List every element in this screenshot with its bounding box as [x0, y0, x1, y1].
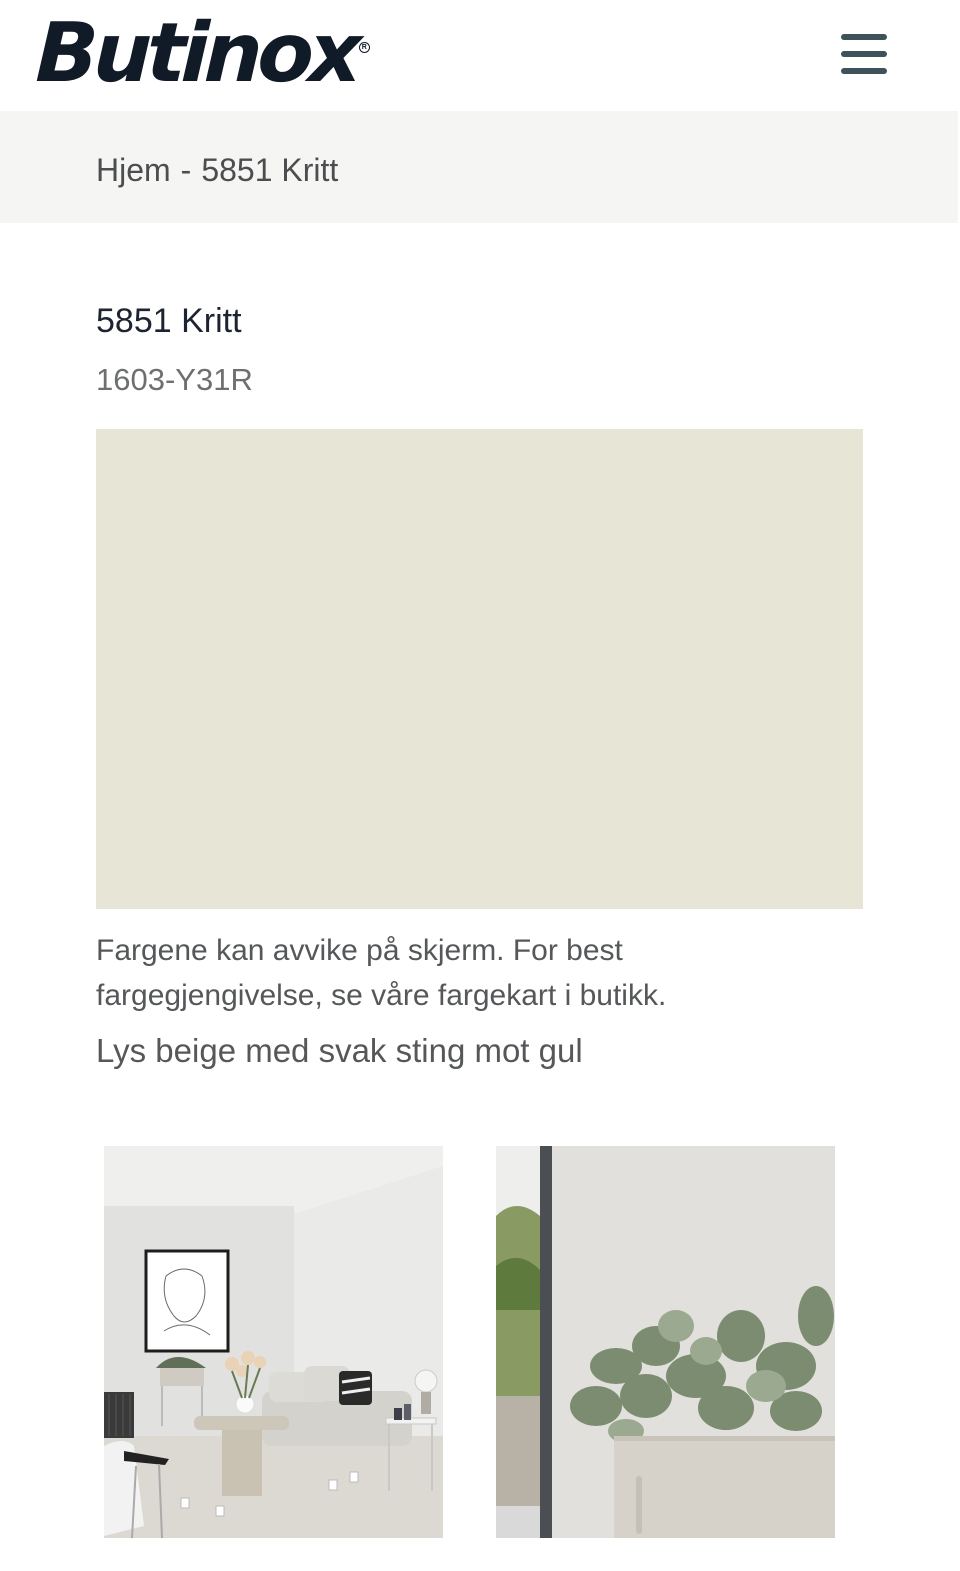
- butinox-logo[interactable]: [36, 8, 370, 100]
- registered-mark-icon: R: [359, 42, 370, 53]
- logo-wordmark: Butinox: [34, 6, 359, 101]
- breadcrumb-home-link[interactable]: Hjem: [96, 152, 171, 188]
- site-header: [0, 0, 960, 111]
- color-code: 1603-Y31R: [96, 362, 253, 397]
- page-title: 5851 Kritt: [96, 302, 242, 340]
- plant-planter-photo[interactable]: [496, 1146, 835, 1538]
- living-room-photo[interactable]: [104, 1146, 443, 1538]
- breadcrumb: [96, 152, 338, 189]
- breadcrumb-current: 5851 Kritt: [201, 152, 339, 188]
- hamburger-menu-icon[interactable]: [836, 30, 890, 80]
- color-description: Lys beige med svak sting mot gul: [96, 1032, 583, 1069]
- color-disclaimer: Fargene kan avvike på skjerm. For best fargegjengivelse, se våre fargekart i butikk.: [96, 934, 667, 1012]
- breadcrumb-separator: -: [180, 152, 192, 188]
- color-swatch: [96, 429, 863, 909]
